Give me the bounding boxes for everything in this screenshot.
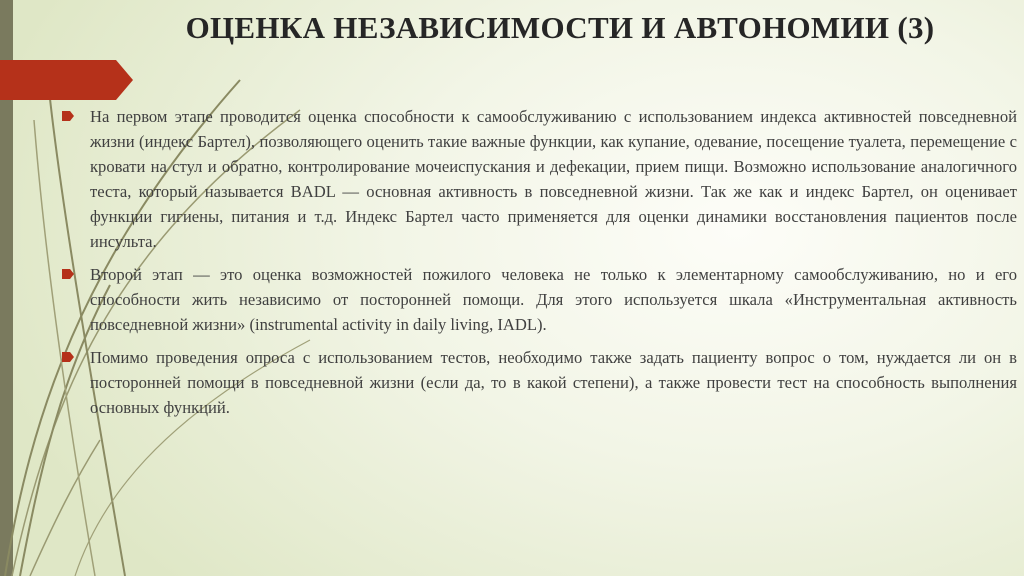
curve-line bbox=[30, 440, 100, 576]
bullet-list bbox=[62, 104, 1017, 428]
bullet-text: Второй этап — это оценка возможностей пожилого человека не только к элементарному самообслуживанию, но и его способности жить независимо от посторонней помощи. Для этого используется шкала «Инструментальная активность повседневной жизни» (instrumental activity in daily living, IADL). bbox=[90, 265, 1017, 334]
arrow-bullet-icon bbox=[62, 352, 74, 362]
arrow-bullet-icon bbox=[62, 111, 74, 121]
bullet-text: Помимо проведения опроса с использованием тестов, необходимо также задать пациенту вопрос о том, нуждается ли он в посторонней помощи в повседневной жизни (если да, то в какой степени), а также провести тест на способность выполнения основных функций. bbox=[90, 348, 1017, 417]
left-sidebar-bar bbox=[0, 0, 13, 576]
bullet-text: На первом этапе проводится оценка способности к самообслуживанию с использованием индекса активностей повседневной жизни (индекс Бартел), позволяющего оценить такие важные функции, как купание, одевание, посещение туалета, перемещение с кровати на стул и обратно, контролирование мочеиспускания и дефекации, прием пищи. Возможно использование аналогичного теста, который называется BADL — основная активность в повседневной жизни. Так же как и индекс Бартел, он оценивает функции гигиены, питания и т.д. Индекс Бартел часто применяется для оценки динамики восстановления пациентов после инсульта. bbox=[90, 107, 1017, 251]
slide-title: ОЦЕНКА НЕЗАВИСИМОСТИ И АВТОНОМИИ (3) bbox=[185, 10, 935, 45]
arrow-bullet-icon bbox=[62, 269, 74, 279]
accent-arrow bbox=[0, 60, 133, 100]
bullet-item bbox=[62, 345, 1017, 420]
bullet-item bbox=[62, 262, 1017, 337]
bullet-item bbox=[62, 104, 1017, 254]
